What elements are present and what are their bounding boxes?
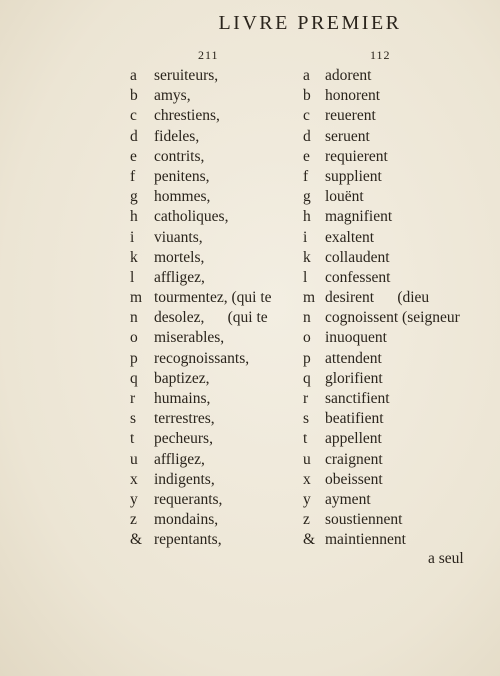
index-word: humains, xyxy=(154,390,211,407)
list-item xyxy=(303,530,460,550)
index-word: beatifient xyxy=(325,410,384,428)
index-word: miserables, xyxy=(154,329,225,347)
right-column xyxy=(303,66,460,551)
index-word: catholiques, xyxy=(154,208,229,226)
list-item xyxy=(303,147,460,167)
index-letter: a xyxy=(130,67,137,84)
index-letter: c xyxy=(130,107,137,125)
list-item xyxy=(303,127,460,147)
index-word: obeissent xyxy=(325,470,383,488)
index-word: inuoquent xyxy=(325,329,387,347)
list-item xyxy=(303,470,460,490)
list-item xyxy=(303,389,460,409)
index-word: glorifient xyxy=(325,369,383,387)
list-item xyxy=(130,369,272,389)
index-word: affligez, xyxy=(154,268,205,286)
list-item xyxy=(130,288,272,308)
index-letter: u xyxy=(303,450,311,468)
list-item xyxy=(130,510,272,530)
index-letter: g xyxy=(303,188,311,206)
index-word: exaltent xyxy=(325,228,375,246)
index-word: chrestiens, xyxy=(154,107,220,125)
list-item xyxy=(130,147,272,167)
running-head: LIVRE PREMIER xyxy=(218,12,402,34)
list-item xyxy=(303,369,460,389)
index-letter: l xyxy=(130,268,135,286)
list-item xyxy=(303,228,460,248)
list-item xyxy=(130,490,272,510)
index-letter: p xyxy=(130,349,138,367)
list-item xyxy=(130,308,272,328)
index-letter: b xyxy=(130,87,138,105)
index-letter: z xyxy=(130,511,137,529)
list-item xyxy=(130,228,272,248)
list-item xyxy=(130,349,272,369)
index-letter: d xyxy=(130,127,138,145)
index-word: baptizez, xyxy=(154,369,210,387)
list-item xyxy=(130,66,272,86)
list-item xyxy=(303,66,460,86)
list-item xyxy=(130,450,272,470)
index-word: recognoissants, xyxy=(154,349,250,367)
list-item xyxy=(130,86,272,106)
list-item xyxy=(303,86,460,106)
index-word: craignent xyxy=(325,450,383,468)
index-word: affligez, xyxy=(154,450,205,468)
index-letter: k xyxy=(303,248,311,266)
list-item xyxy=(303,510,460,530)
list-item xyxy=(303,248,460,268)
index-letter: u xyxy=(130,450,138,468)
list-item xyxy=(130,429,272,449)
index-letter: & xyxy=(130,531,143,549)
index-word: cognoissent (seigneur xyxy=(325,309,460,327)
index-word: requierent xyxy=(325,147,388,165)
index-word: soustiennent xyxy=(325,511,403,529)
list-item xyxy=(130,389,272,409)
index-letter: h xyxy=(130,208,138,226)
index-letter: n xyxy=(130,309,138,327)
index-word: tourmentez, (qui te xyxy=(154,289,272,307)
index-letter: c xyxy=(303,107,310,125)
index-letter: s xyxy=(303,410,310,428)
list-item xyxy=(303,187,460,207)
index-word: maintiennent xyxy=(325,531,406,549)
list-item xyxy=(130,268,272,288)
index-letter: h xyxy=(303,208,311,226)
list-item xyxy=(130,530,272,550)
index-letter: e xyxy=(303,147,310,165)
index-letter: p xyxy=(303,349,311,367)
list-item xyxy=(303,167,460,187)
list-item xyxy=(303,207,460,227)
index-word: sanctifient xyxy=(325,390,390,407)
index-letter: & xyxy=(303,531,316,549)
index-letter: z xyxy=(303,511,310,529)
list-item xyxy=(130,127,272,147)
list-item xyxy=(303,409,460,429)
index-letter: l xyxy=(303,268,308,286)
left-column xyxy=(130,66,272,551)
index-letter: m xyxy=(303,289,316,307)
index-word: collaudent xyxy=(325,248,390,266)
list-item xyxy=(303,106,460,126)
list-item xyxy=(130,328,272,348)
list-item xyxy=(130,106,272,126)
index-word: fideles, xyxy=(154,127,200,145)
index-word: ayment xyxy=(325,490,371,508)
list-item xyxy=(130,167,272,187)
list-item xyxy=(303,429,460,449)
list-item xyxy=(303,490,460,510)
index-letter: r xyxy=(303,390,309,407)
index-letter: o xyxy=(130,329,138,347)
index-word: adorent xyxy=(325,67,372,84)
index-word: terrestres, xyxy=(154,410,215,428)
index-letter: x xyxy=(303,470,311,488)
index-word: appellent xyxy=(325,430,382,448)
index-word: hommes, xyxy=(154,188,211,206)
index-letter: q xyxy=(130,369,138,387)
index-letter: f xyxy=(130,167,136,185)
index-word: magnifient xyxy=(325,208,393,226)
index-word: mortels, xyxy=(154,248,205,266)
list-item xyxy=(303,308,460,328)
index-word: desolez, (qui te xyxy=(154,309,268,327)
index-word: requerants, xyxy=(154,490,223,508)
index-word: viuants, xyxy=(154,228,203,246)
index-letter: o xyxy=(303,329,311,347)
index-letter: a xyxy=(303,67,310,84)
index-letter: x xyxy=(130,470,138,488)
index-letter: r xyxy=(130,390,136,407)
index-word: contrits, xyxy=(154,147,205,165)
catchword: a seul xyxy=(428,550,464,567)
index-letter: s xyxy=(130,410,137,428)
list-item xyxy=(130,207,272,227)
index-letter: n xyxy=(303,309,311,327)
list-item xyxy=(303,268,460,288)
index-word: penitens, xyxy=(154,167,210,185)
index-letter: b xyxy=(303,87,311,105)
index-word: seruent xyxy=(325,127,370,145)
list-item xyxy=(130,248,272,268)
index-word: amys, xyxy=(154,87,191,105)
index-word: mondains, xyxy=(154,511,219,529)
list-item xyxy=(130,409,272,429)
index-letter: e xyxy=(130,147,137,165)
index-word: indigents, xyxy=(154,470,215,488)
index-word: reuerent xyxy=(325,107,376,125)
index-word: desirent (dieu xyxy=(325,289,430,307)
list-item xyxy=(303,450,460,470)
index-word: attendent xyxy=(325,349,382,367)
list-item xyxy=(303,328,460,348)
index-letter: k xyxy=(130,248,138,266)
index-word: supplient xyxy=(325,167,382,185)
index-letter: y xyxy=(130,490,138,508)
index-word: repentants, xyxy=(154,531,222,549)
index-letter: q xyxy=(303,369,311,387)
index-letter: i xyxy=(303,228,308,246)
list-item xyxy=(303,288,460,308)
index-letter: m xyxy=(130,289,143,307)
index-letter: y xyxy=(303,490,311,508)
folio-left: 211 xyxy=(198,48,219,62)
index-letter: f xyxy=(303,167,309,185)
list-item xyxy=(303,349,460,369)
index-word: louënt xyxy=(325,188,364,206)
index-letter: t xyxy=(303,430,308,448)
index-letter: g xyxy=(130,188,138,206)
index-word: seruiteurs, xyxy=(154,67,219,84)
index-letter: t xyxy=(130,430,135,448)
index-word: confessent xyxy=(325,268,391,286)
list-item xyxy=(130,187,272,207)
list-item xyxy=(130,470,272,490)
index-letter: d xyxy=(303,127,311,145)
folio-right: 112 xyxy=(370,48,391,62)
index-word: pecheurs, xyxy=(154,430,213,448)
index-letter: i xyxy=(130,228,135,246)
index-word: honorent xyxy=(325,87,381,105)
